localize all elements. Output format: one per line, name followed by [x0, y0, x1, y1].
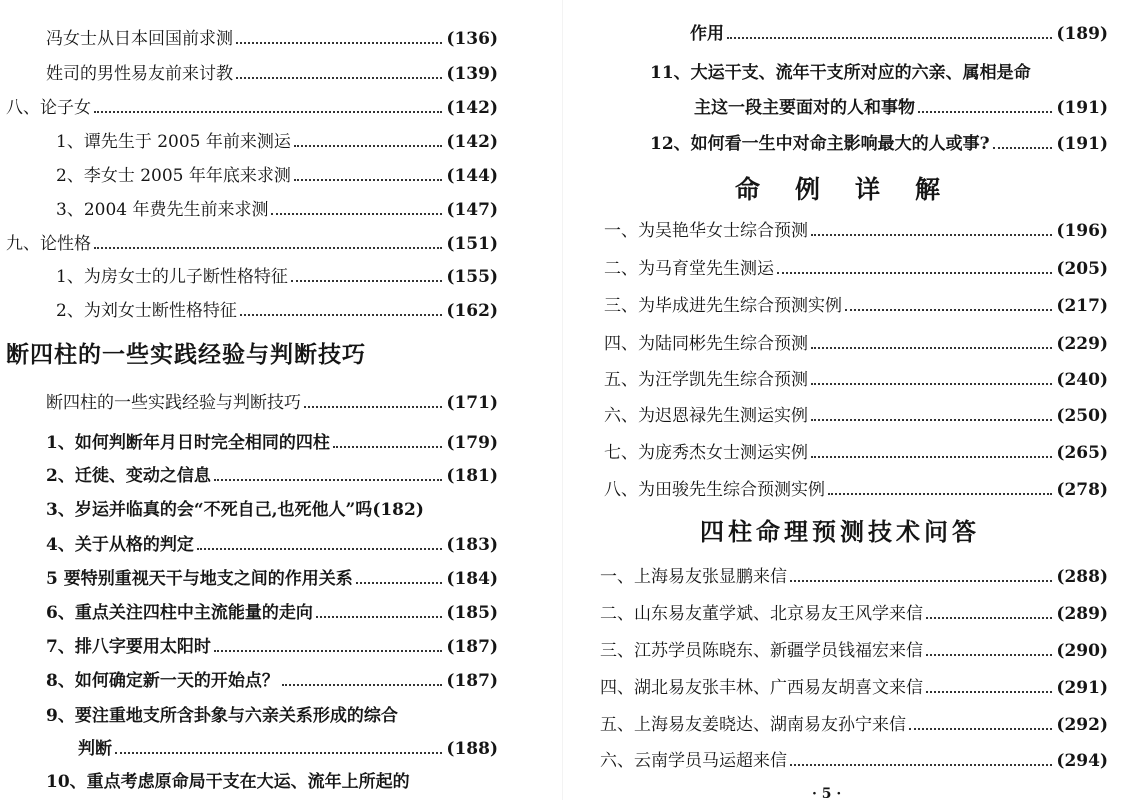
toc-entry	[600, 750, 1108, 772]
toc-entry-page: (191)	[1056, 98, 1108, 118]
toc-entry	[604, 295, 1108, 317]
toc-entry-page: (294)	[1056, 751, 1108, 771]
leader-dots	[271, 213, 442, 215]
toc-entry	[46, 670, 498, 692]
leader-dots	[790, 764, 1052, 766]
leader-dots	[811, 347, 1052, 349]
toc-entry-page: (191)	[1056, 134, 1108, 154]
toc-entry-page: (205)	[1056, 259, 1108, 279]
toc-entry-title: 姓司的男性易友前来讨教	[46, 64, 233, 84]
toc-entry-title: 五、上海易友姜晓达、湖南易友孙宁来信	[600, 715, 906, 735]
section-heading: 断四柱的一些实践经验与判断技巧	[6, 342, 366, 368]
toc-entry-title: 一、为吴艳华女士综合预测	[604, 221, 808, 241]
leader-dots	[926, 617, 1052, 619]
toc-entry-page: (265)	[1056, 443, 1108, 463]
toc-entry	[600, 603, 1108, 625]
toc-entry-title: 三、江苏学员陈晓东、新疆学员钱福宏来信	[600, 641, 923, 661]
toc-entry-title: 四、为陆同彬先生综合预测	[604, 334, 808, 354]
toc-entry-page: (189)	[1056, 24, 1108, 44]
leader-dots	[811, 383, 1052, 385]
toc-entry-page: (187)	[446, 637, 498, 657]
toc-entry-page: (217)	[1056, 296, 1108, 316]
toc-entry	[56, 266, 498, 288]
leader-dots	[115, 752, 442, 754]
leader-dots	[282, 684, 443, 686]
toc-entry	[46, 392, 498, 414]
toc-entry-title: 12、如何看一生中对命主影响最大的人或事?	[650, 134, 990, 154]
toc-entry-page: (183)	[446, 535, 498, 555]
toc-entry-page: (142)	[446, 98, 498, 118]
toc-entry-page: (139)	[446, 64, 498, 84]
leader-dots	[926, 691, 1052, 693]
toc-entry	[604, 479, 1108, 501]
leader-dots	[909, 728, 1052, 730]
toc-entry	[6, 97, 498, 119]
toc-entry	[604, 258, 1108, 280]
toc-entry-page: (289)	[1056, 604, 1108, 624]
toc-entry-title: 1、为房女士的儿子断性格特征	[56, 267, 288, 287]
toc-entry-page: (229)	[1056, 334, 1108, 354]
section-heading: 命例详解	[735, 175, 976, 204]
leader-dots	[811, 419, 1052, 421]
toc-entry-title: 2、迁徙、变动之信息	[46, 466, 211, 486]
leader-dots	[356, 582, 443, 584]
toc-entry	[56, 300, 498, 322]
toc-entry-title: 八、论子女	[6, 98, 91, 118]
toc-entry	[46, 28, 498, 50]
toc-entry-title: 六、云南学员马运超来信	[600, 751, 787, 771]
toc-entry-title: 1、谭先生于 2005 年前来测运	[56, 132, 291, 152]
toc-entry	[46, 534, 498, 556]
toc-entry-title: 5 要特别重视天干与地支之间的作用关系	[46, 569, 353, 589]
toc-entry	[604, 220, 1108, 242]
toc-entry-page: (250)	[1056, 406, 1108, 426]
toc-entry-page: (196)	[1056, 221, 1108, 241]
page-gutter	[562, 0, 563, 800]
toc-entry-title: 四、湖北易友张丰林、广西易友胡喜文来信	[600, 678, 923, 698]
toc-entry-title: 主这一段主要面对的人和事物	[694, 98, 915, 118]
leader-dots	[316, 616, 443, 618]
toc-entry	[46, 499, 506, 521]
leader-dots	[236, 77, 442, 79]
toc-entry-title: 3、2004 年费先生前来求测	[56, 200, 269, 220]
toc-entry-title: 判断	[78, 739, 112, 759]
toc-entry-title: 10、重点考虑原命局干支在大运、流年上所起的	[46, 772, 410, 792]
leader-dots	[94, 247, 442, 249]
toc-entry-page: (147)	[446, 200, 498, 220]
toc-entry-title: 8、如何确定新一天的开始点？	[46, 671, 279, 691]
toc-entry-title: 八、为田骏先生综合预测实例	[604, 480, 825, 500]
leader-dots	[236, 42, 442, 44]
leader-dots	[777, 272, 1052, 274]
leader-dots	[304, 406, 442, 408]
toc-entry-title: 作用	[690, 24, 724, 44]
toc-entry-title: 二、为马育堂先生测运	[604, 259, 774, 279]
toc-entry-title: 2、为刘女士断性格特征	[56, 301, 237, 321]
toc-entry	[46, 63, 498, 85]
toc-entry-title: 九、论性格	[6, 234, 91, 254]
toc-entry	[694, 97, 1108, 119]
toc-entry-title: 一、上海易友张显鹏来信	[600, 567, 787, 587]
leader-dots	[811, 456, 1052, 458]
leader-dots	[291, 280, 443, 282]
toc-entry-page: (144)	[446, 166, 498, 186]
toc-entry-title: 断四柱的一些实践经验与判断技巧	[46, 393, 301, 413]
toc-entry-page: (292)	[1056, 715, 1108, 735]
toc-entry-page: (185)	[446, 603, 498, 623]
toc-entry-title: 七、为庞秀杰女士测运实例	[604, 443, 808, 463]
toc-entry-title: 1、如何判断年月日时完全相同的四柱	[46, 433, 330, 453]
leader-dots	[294, 179, 443, 181]
toc-entry	[46, 602, 498, 624]
leader-dots	[993, 147, 1053, 149]
toc-entry-page: (290)	[1056, 641, 1108, 661]
toc-entry-title: 冯女士从日本回国前求测	[46, 29, 233, 49]
leader-dots	[333, 446, 443, 448]
toc-entry-page: (136)	[446, 29, 498, 49]
toc-entry	[600, 714, 1108, 736]
toc-entry-page: (142)	[446, 132, 498, 152]
toc-entry	[690, 23, 1108, 45]
leader-dots	[214, 479, 443, 481]
toc-entry-title: 4、关于从格的判定	[46, 535, 194, 555]
leader-dots	[94, 111, 442, 113]
leader-dots	[727, 37, 1052, 39]
toc-entry	[78, 738, 498, 760]
toc-entry	[600, 640, 1108, 662]
toc-entry	[46, 465, 498, 487]
toc-entry	[600, 566, 1108, 588]
toc-entry	[604, 405, 1108, 427]
toc-entry-page: (188)	[446, 739, 498, 759]
toc-entry	[46, 636, 498, 658]
leader-dots	[918, 111, 1052, 113]
toc-entry-title: 2、李女士 2005 年年底来求测	[56, 166, 291, 186]
leader-dots	[790, 580, 1052, 582]
toc-entry-title: 六、为迟恩禄先生测运实例	[604, 406, 808, 426]
leader-dots	[845, 309, 1052, 311]
toc-entry-page: (151)	[446, 234, 498, 254]
toc-entry-page: (179)	[446, 433, 498, 453]
toc-entry-page: (182)	[372, 500, 424, 520]
toc-entry	[56, 199, 498, 221]
toc-entry	[56, 165, 498, 187]
toc-entry	[604, 442, 1108, 464]
toc-entry-page: (278)	[1056, 480, 1108, 500]
leader-dots	[197, 548, 443, 550]
leader-dots	[240, 314, 443, 316]
toc-entry-title: 11、大运干支、流年干支所对应的六亲、属相是命	[650, 63, 1031, 83]
toc-entry-page: (184)	[446, 569, 498, 589]
toc-entry-page: (288)	[1056, 567, 1108, 587]
toc-entry-page: (155)	[446, 267, 498, 287]
leader-dots	[294, 145, 443, 147]
toc-entry-title: 9、要注重地支所含卦象与六亲关系形成的综合	[46, 706, 398, 726]
toc-entry-title: 6、重点关注四柱中主流能量的走向	[46, 603, 313, 623]
toc-entry-title: 五、为汪学凯先生综合预测	[604, 370, 808, 390]
toc-entry-title: 3、岁运并临真的会“不死自己,也死他人”吗	[46, 500, 373, 520]
leader-dots	[926, 654, 1052, 656]
toc-entry	[604, 333, 1108, 355]
toc-entry-title: 二、山东易友董学斌、北京易友王风学来信	[600, 604, 923, 624]
page-number: · 5 ·	[812, 786, 842, 802]
leader-dots	[811, 234, 1052, 236]
toc-entry-page: (291)	[1056, 678, 1108, 698]
toc-entry	[6, 233, 498, 255]
toc-entry-page: (162)	[446, 301, 498, 321]
toc-entry	[56, 131, 498, 153]
section-heading: 四柱命理预测技术问答	[700, 518, 980, 546]
toc-entry	[604, 369, 1108, 391]
leader-dots	[214, 650, 443, 652]
leader-dots	[828, 493, 1052, 495]
toc-entry-page: (240)	[1056, 370, 1108, 390]
toc-entry-title: 7、排八字要用太阳时	[46, 637, 211, 657]
toc-entry-page: (181)	[446, 466, 498, 486]
toc-entry	[600, 677, 1108, 699]
toc-entry	[46, 432, 498, 454]
toc-entry	[650, 133, 1108, 155]
toc-entry-page: (187)	[446, 671, 498, 691]
toc-entry	[46, 568, 498, 590]
toc-entry-page: (171)	[446, 393, 498, 413]
toc-entry-title: 三、为毕成进先生综合预测实例	[604, 296, 842, 316]
